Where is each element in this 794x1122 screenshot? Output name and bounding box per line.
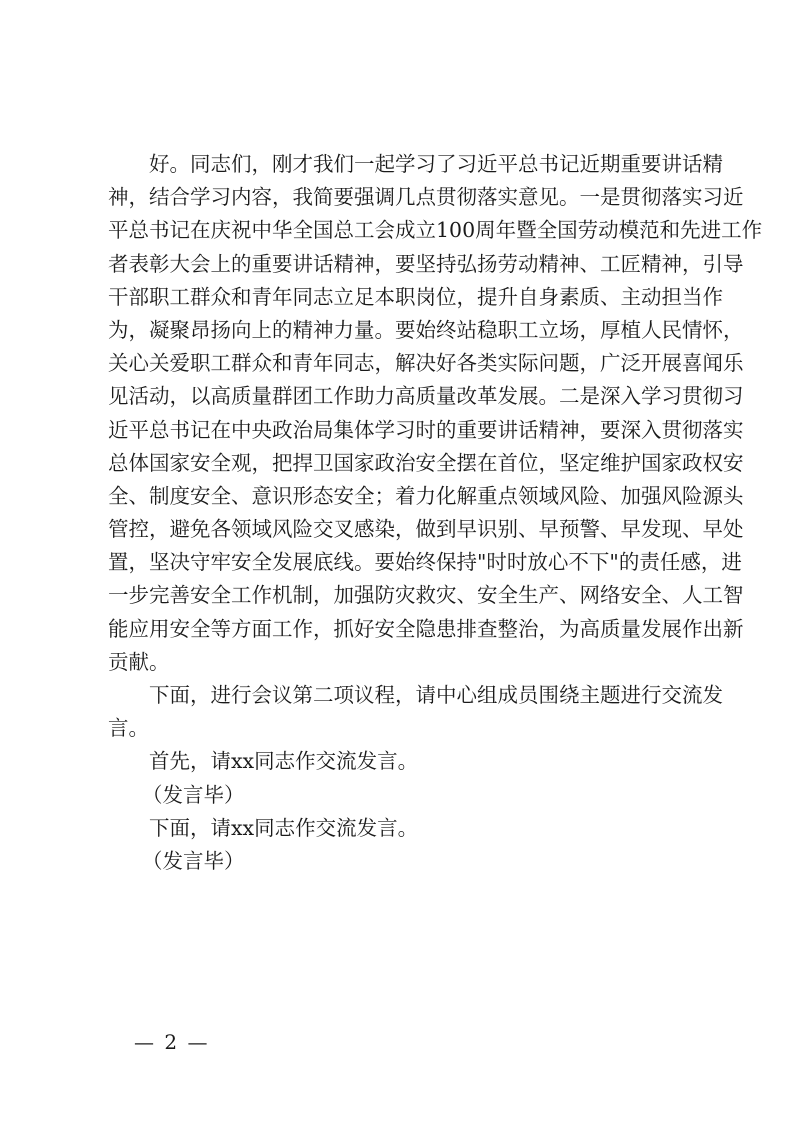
document-body bbox=[108, 148, 763, 878]
page-number: — 2 — bbox=[134, 1030, 210, 1054]
text-line: 能应用安全等方面工作，抓好安全隐患排查整治，为高质量发展作出新 bbox=[108, 616, 744, 641]
text-line: 者表彰大会上的重要讲话精神，要坚持弘扬劳动精神、工匠精神，引导 bbox=[108, 251, 744, 276]
text-line: 管控，避免各领域风险交叉感染，做到早识别、早预警、早发现、早处 bbox=[108, 517, 744, 542]
text-line: 为，凝聚昂扬向上的精神力量。要始终站稳职工立场，厚植人民情怀， bbox=[108, 317, 744, 342]
paragraph-speech-end: （发言毕） bbox=[142, 782, 245, 807]
text-line: 贡献。 bbox=[108, 649, 170, 674]
text-line: 平总书记在庆祝中华全国总工会成立100周年暨全国劳动模范和先进工作 bbox=[108, 218, 763, 243]
text-line: 言。 bbox=[108, 716, 149, 741]
text-line: 神，结合学习内容，我简要强调几点贯彻落实意见。一是贯彻落实习近 bbox=[108, 185, 744, 210]
text-line: 下面，进行会议第二项议程，请中心组成员围绕主题进行交流发 bbox=[149, 683, 723, 707]
paragraph-speech-summary bbox=[108, 148, 763, 679]
text-line: 置，坚决守牢安全发展底线。要始终保持"时时放心不下"的责任感，进 bbox=[108, 550, 742, 575]
text-line: 总体国家安全观，把捍卫国家政治安全摆在首位，坚定维护国家政权安 bbox=[108, 450, 744, 475]
text-line: 见活动，以高质量群团工作助力高质量改革发展。二是深入学习贯彻习 bbox=[108, 384, 744, 409]
paragraph-first-speaker: 首先，请xx同志作交流发言。 bbox=[149, 749, 419, 774]
text-line: 全、制度安全、意识形态安全；着力化解重点领域风险、加强风险源头 bbox=[108, 483, 744, 508]
text-line: 近平总书记在中央政治局集体学习时的重要讲话精神，要深入贯彻落实 bbox=[108, 417, 744, 442]
text-line: 关心关爱职工群众和青年同志，解决好各类实际问题，广泛开展喜闻乐 bbox=[108, 351, 744, 376]
paragraph-speech-end: （发言毕） bbox=[142, 848, 245, 873]
paragraph-next-speaker: 下面，请xx同志作交流发言。 bbox=[149, 815, 419, 840]
text-line: 一步完善安全工作机制，加强防灾救灾、安全生产、网络安全、人工智 bbox=[108, 583, 744, 608]
paragraph-agenda bbox=[108, 679, 723, 745]
text-line: 干部职工群众和青年同志立足本职岗位，提升自身素质、主动担当作 bbox=[108, 284, 723, 309]
text-line: 好。同志们，刚才我们一起学习了习近平总书记近期重要讲话精 bbox=[149, 152, 723, 176]
